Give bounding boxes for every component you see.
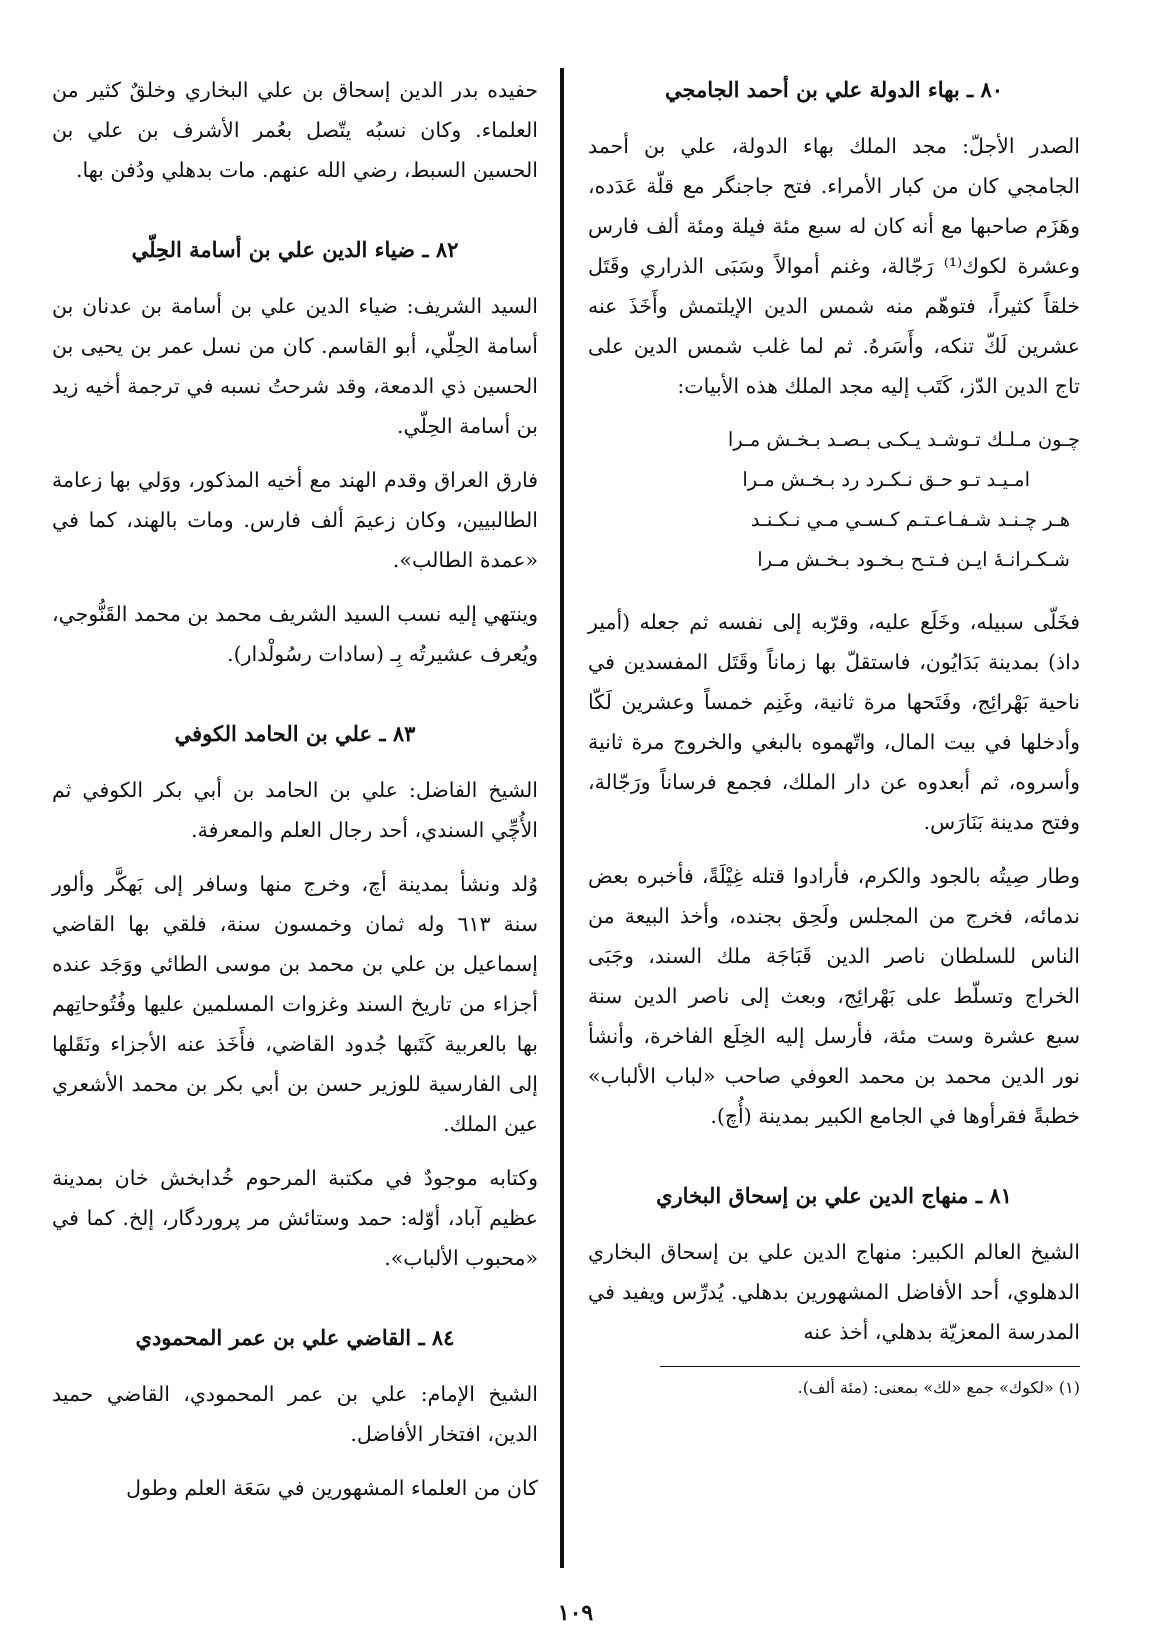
entry-81-heading: ٨١ ـ منهاج الدين علي بن إسحاق البخاري	[656, 1183, 1012, 1208]
entry-83-paragraph-3: وكتابه موجودٌ في مكتبة المرحوم خُدابخش خان بمدينة عظيم آباد، أوّله: حمد وستائش مر پروردگار، إلخ. كما في «محبوب الألباب».	[52, 1166, 538, 1270]
entry-84-paragraph-1: الشيخ الإمام: علي بن عمر المحمودي، القاضي حميد الدين، افتخار الأفاضل.	[52, 1382, 538, 1446]
entry-82-paragraph-3: وينتهي إليه نسب السيد الشريف محمد بن محمد القَنُّوجي، ويُعرف عشيرتُه بِـ (سادات رسُولْدار).	[52, 602, 538, 666]
poem-line-3: هـر چـنـد شـفـاعـتـم كـسـي مـي نـكـنـد	[750, 508, 1070, 531]
entry-82-paragraph-1: السيد الشريف: ضياء الدين علي بن أسامة بن عدنان بن أسامة الحِلّي، أبو القاسم. كان من نسل عمر بن يحيى بن الحسين ذي الدمعة، وقد شرحتُ نسبه في ترجمة أخيه زيد بن أسامة الحِلّي.	[52, 294, 538, 438]
poem-line-2: امـيـد تـو حـق نـكـرد رد بـخـش مـرا	[742, 468, 1030, 491]
entry-84-heading: ٨٤ ـ القاضي علي بن عمر المحمودي	[135, 1325, 455, 1350]
page-number: ١٠٩	[557, 1600, 594, 1626]
entry-83-heading: ٨٣ ـ علي بن الحامد الكوفي	[174, 721, 416, 746]
column-divider	[560, 68, 564, 1568]
entry-80-paragraph-1: الصدر الأجلّ: مجد الملك بهاء الدولة، علي بن أحمد الجامجي كان من كبار الأمراء. فتح جاجنگر مع قلّة عَدَده، وهَزَم صاحبها مع أنه كان له سبع مئة فيلة ومئة ألف فارس وعشرة لكوك⁽¹⁾ رَجّالة، وغنم أموالاً وسَبَى الذراري وقَتَل خلقاً كثيراً، فتوهّم منه شمس الدين الإيلتمش وأَخَذَ عنه عشرين لَكّ تنكه، وأَسَرهُ. ثم لما غلب شمس الدين على تاج الدين الدّز، كَتَب إليه مجد الملك هذه الأبيات:	[588, 134, 1080, 398]
footnote-1: (١) «لكوك» جمع «لك» بمعنى: (مئة ألف).	[797, 1378, 1080, 1397]
footnote-divider	[660, 1366, 1080, 1367]
left-column	[52, 70, 538, 1522]
entry-84-paragraph-2: كان من العلماء المشهورين في سَعَة العلم وطول	[126, 1476, 538, 1500]
entry-81-paragraph-1: الشيخ العالم الكبير: منهاج الدين علي بن إسحاق البخاري الدهلوي، أحد الأفاضل المشهورين بدهلي. يُدرِّس ويفيد في المدرسة المعزيّة بدهلي، أخذ عنه	[588, 1240, 1080, 1344]
entry-80-heading: ٨٠ ـ بهاء الدولة علي بن أحمد الجامجي	[664, 77, 1004, 102]
entry-83-paragraph-2: وُلد ونشأ بمدينة أچ، وخرج منها وسافر إلى بَهكَّر وألور سنة ٦١٣ وله ثمان وخمسون سنة، فلقي بها القاضي إسماعيل بن علي بن محمد بن موسى الطائي ووَجَد عنده أجزاء من تاريخ السند وغزوات المسلمين عليها وفُتُوحاتِهم بها بالعربية كَتَبها جُدود القاضي، فأَخَذ عنه الأجزاء ونَقَلها إلى الفارسية للوزير حسن بن أبي بكر بن محمد الأشعري عين الملك.	[52, 872, 538, 1136]
entry-81-continuation: حفيده بدر الدين إسحاق بن علي البخاري وخلقٌ كثير من العلماء. وكان نسبُه يتّصل بعُمر الأشرف بن علي بن الحسين السبط، رضي الله عنهم. مات بدهلي ودُفن بها.	[52, 78, 538, 182]
persian-poem	[588, 420, 1080, 580]
entry-83-paragraph-1: الشيخ الفاضل: علي بن الحامد بن أبي بكر الكوفي ثم الأُچِّي السندي، أحد رجال العلم والمعرفة.	[52, 778, 538, 842]
entry-82-paragraph-2: فارق العراق وقدم الهند مع أخيه المذكور، ووَلي بها زعامة الطالبيين، وكان زعيمَ ألف فارس. ومات بالهند، كما في «عمدة الطالب».	[52, 468, 538, 572]
entry-80-paragraph-2: فخَلّى سبيله، وخَلَع عليه، وقرّبه إلى نفسه ثم جعله (أمير داذ) بمدينة بَدَايُون، فاستقلّ بها زماناً وقَتَل المفسدين في ناحية بَهْرائِج، وفَتَحها مرة ثانية، وغَنِم خمساً وعشرين لَكّا وأدخلها في بيت المال، واتّهموه بالبغي والخروج مرة ثانية وأسروه، ثم أبعدوه عن دار الملك، فجمع فرساناً ورَجّالة، وفتح مدينة بَنَارَس.	[588, 610, 1080, 834]
poem-line-1: چـون مـلـك تـوشـد يـكـى بـصـد بـخـش مـرا	[727, 428, 1080, 451]
entry-82-heading: ٨٢ ـ ضياء الدين علي بن أسامة الحِلّي	[131, 237, 459, 262]
right-column	[588, 70, 1080, 1401]
poem-line-4: شـكـرانـهٔ ايـن فـتـح بـخـود بـخـش مـرا	[757, 548, 1070, 571]
entry-80-paragraph-3: وطار صِيتُه بالجود والكرم، فأرادوا قتله غِيْلَةً، فأخبره بعض ندمائه، فخرج من المجلس ولَحِق بجنده، وأخذ البيعة من الناس للسلطان ناصر الدين قَبَاجَة ملك السند، وجَبَى الخراج وتسلّط على بَهْرائِج، وبعث إلى ناصر الدين سنة سبع عشرة وست مئة، فأرسل إليه الخِلَع الفاخرة، وأنشأ نور الدين محمد بن محمد العوفي صاحب «لباب الألباب» خطبةً فقرأوها في الجامع الكبير بمدينة (أُچ).	[588, 864, 1080, 1128]
